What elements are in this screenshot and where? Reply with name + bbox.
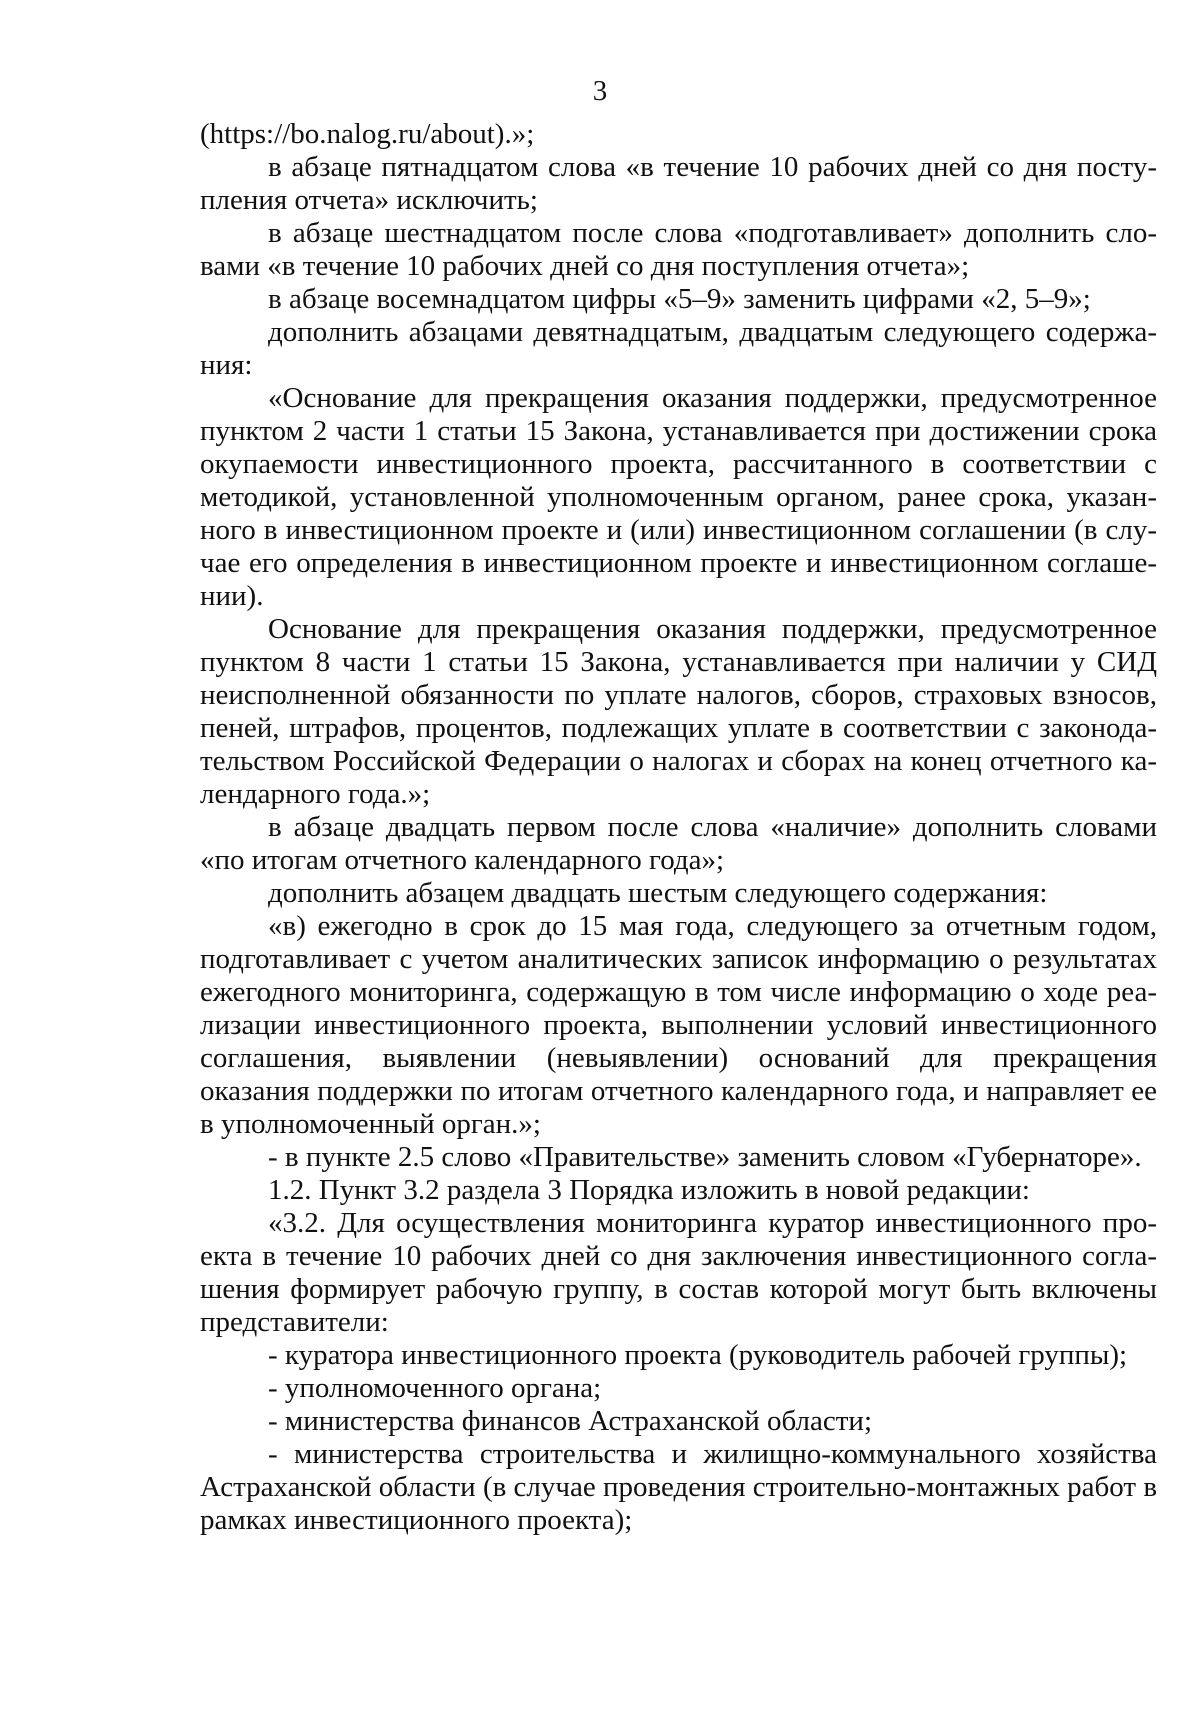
paragraph-subitem-v: «в) ежегодно в срок до 15 мая года, следующего за отчетным годом, подготавливает с учетом аналитических записок информацию о результатах ежегодного мониторинга, содержащую в том числе информацию о ходе реализации инвестиционного проекта, выполнении условий инвестиционного соглашения, выявлении (невыявлении) оснований для прекращения оказания поддержки по итогам отчетного календарного года, и направляет ее в уполномоченный орган.»; [200, 910, 1157, 1140]
paragraph-add-twenty-sixth: дополнить абзацем двадцать шестым следующего содержания: [268, 877, 1048, 909]
paragraph-basis-point-2: «Основание для прекращения оказания поддержки, предусмотренное пунктом 2 части 1 статьи 15 Закона, устанавливается при достижении срока окупаемости инвестиционного проекта, рассчитанного в соответствии с методикой, установленной уполномоченным органом, ранее срока, указанного в инвестиционном проекте и (или) инвестиционном соглашении (в случае его определения в инвестиционном проекте и инвестиционном соглашении). [200, 382, 1157, 612]
paragraph-section-1-2: 1.2. Пункт 3.2 раздела 3 Порядка изложить в новой редакции: [268, 1174, 1030, 1206]
paragraph-fifteenth-amendment: в абзаце пятнадцатом слова «в течение 10 рабочих дней со дня поступления отчета» исключить; [200, 151, 1157, 216]
paragraph-point-2-5: - в пункте 2.5 слово «Правительстве» заменить словом «Губернаторе». [268, 1141, 1142, 1173]
paragraph-twenty-first-amendment: в абзаце двадцать первом после слова «наличие» дополнить словами «по итогам отчетного календарного года»; [200, 811, 1157, 876]
document-body [200, 118, 1157, 1537]
paragraph-add-nineteenth-twentieth: дополнить абзацами девятнадцатым, двадцатым следующего содержания: [200, 316, 1157, 381]
paragraph-eighteenth-amendment: в абзаце восемнадцатом цифры «5–9» заменить цифрами «2, 5–9»; [268, 283, 1091, 315]
page-number: 3 [592, 75, 608, 107]
list-item-construction-ministry: - министерства строительства и жилищно-коммунального хозяйства Астраханской области (в случае проведения строительно-монтажных работ в рамках инвестиционного проекта); [200, 1438, 1158, 1536]
paragraph-sixteenth-amendment: в абзаце шестнадцатом после слова «подготавливает» дополнить словами «в течение 10 рабочих дней со дня поступления отчета»; [200, 217, 1157, 282]
paragraph-url-continuation: (https://bo.nalog.ru/about).»; [200, 118, 535, 150]
paragraph-point-3-2: «3.2. Для осуществления мониторинга куратор инвестиционного проекта в течение 10 рабочих дней со дня заключения инвестиционного соглашения формирует рабочую группу, в состав которой могут быть включены представители: [200, 1207, 1157, 1338]
paragraph-basis-point-8: Основание для прекращения оказания поддержки, предусмотренное пунктом 8 части 1 статьи 15 Закона, устанавливается при наличии у СИД неисполненной обязанности по уплате налогов, сборов, страховых взносов, пеней, штрафов, процентов, подлежащих уплате в соответствии с законодательством Российской Федерации о налогах и сборах на конец отчетного календарного года.»; [200, 613, 1157, 810]
list-item-curator: - куратора инвестиционного проекта (руководитель рабочей группы); [268, 1339, 1128, 1371]
list-item-authorized-body: - уполномоченного органа; [268, 1372, 602, 1404]
list-item-finance-ministry: - министерства финансов Астраханской области; [268, 1405, 873, 1437]
